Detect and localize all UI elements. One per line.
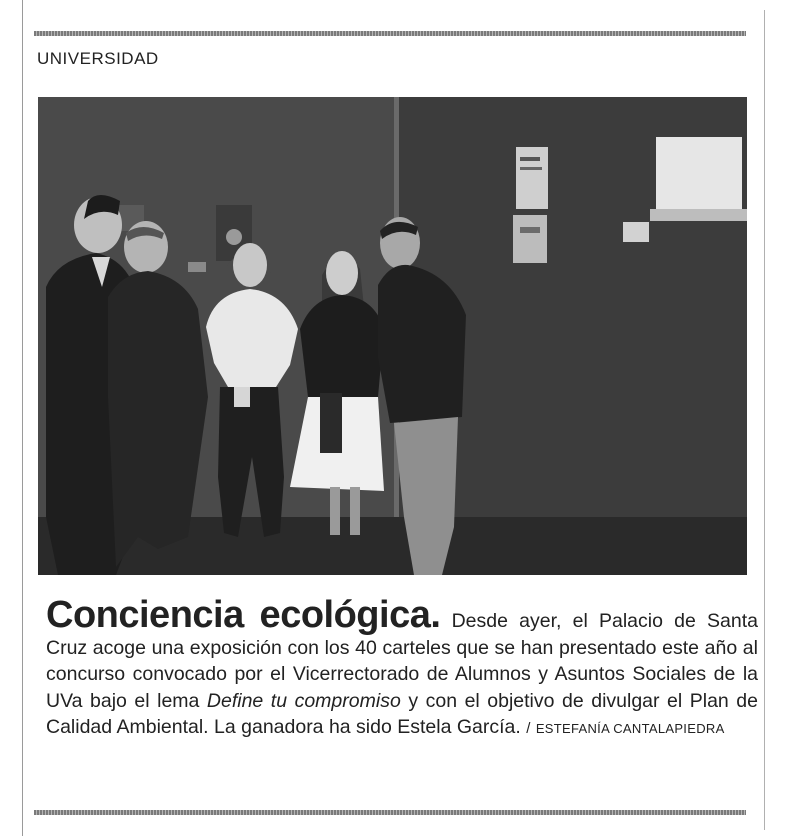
top-rule — [34, 31, 746, 36]
section-label: UNIVERSIDAD — [37, 49, 159, 68]
news-photo — [38, 97, 747, 575]
photo-caption — [46, 596, 758, 743]
caption-text: y con el objetivo de divulgar el Plan de Calidad Ambiental. La ganadora ha sido Estela García. — [46, 689, 758, 738]
headline: Conciencia ecológica. — [46, 594, 441, 636]
byline: ESTEFANÍA CANTALAPIEDRA — [535, 721, 725, 736]
poster — [516, 147, 548, 209]
photo-scene — [38, 97, 747, 575]
campaign-motto: Define tu compromiso — [206, 689, 401, 712]
page-edge — [22, 0, 23, 836]
caption-text: Desde ayer, el Palacio de Santa Cruz acoge una exposición con los 40 carteles que se han presentado este año al concurso convocado por el Vicerrectorado de Alumnos y Asuntos Sociales de la UVa bajo el lema — [46, 610, 758, 712]
bottom-rule — [34, 810, 746, 815]
page-edge — [764, 10, 765, 830]
byline-separator: / — [526, 720, 531, 737]
window — [656, 137, 742, 215]
poster — [513, 215, 547, 263]
